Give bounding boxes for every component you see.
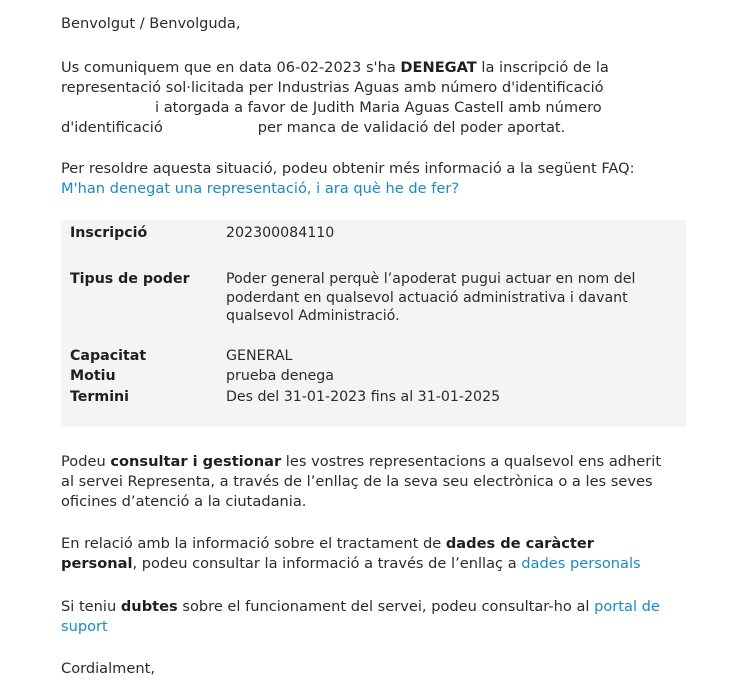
details-table	[61, 220, 686, 427]
support-text: sobre el funcionament del servei, podeu consultar-ho al	[177, 598, 595, 615]
faq-link[interactable]: M'han denegat una representació, i ara què he de fer?	[61, 180, 460, 197]
denial-line-4	[61, 118, 691, 138]
closing: Cordialment,	[61, 660, 155, 677]
termini-label: Termini	[70, 389, 130, 405]
support-portal-link[interactable]: portal de	[594, 598, 660, 615]
privacy-bold: personal	[61, 555, 133, 572]
manage-line-3: oficines d’atenció a la ciutadania.	[61, 493, 307, 510]
motiu-label: Motiu	[70, 368, 116, 384]
denial-text: per manca de validació del poder aportat.	[257, 119, 566, 136]
privacy-text: En relació amb la informació sobre el tractament de	[61, 535, 446, 552]
support-bold: dubtes	[120, 598, 178, 615]
capacitat-label: Capacitat	[70, 348, 147, 364]
faq-paragraph	[61, 159, 691, 199]
table-row	[70, 270, 680, 330]
denial-text: la inscripció de la	[476, 59, 609, 76]
faq-text: Per resoldre aquesta situació, podeu obtenir més informació a la següent FAQ:	[61, 160, 635, 177]
support-portal-link[interactable]: suport	[61, 618, 108, 635]
greeting: Benvolgut / Benvolguda,	[61, 15, 241, 32]
manage-line-2: al servei Representa, a través de l’enllaç de la seva seu electrònica o a les seves	[61, 473, 653, 490]
manage-text: Podeu	[61, 453, 111, 470]
manage-paragraph	[61, 452, 691, 512]
tipus-value-line: poderdant en qualsevol actuació administrativa i davant	[226, 289, 628, 306]
denial-text: d'identificació	[61, 119, 163, 136]
tipus-value-line: qualsevol Administració.	[226, 308, 400, 324]
privacy-text: , podeu consultar la informació a través de l’enllaç a	[132, 555, 522, 572]
inscripcio-label: Inscripció	[70, 225, 148, 241]
privacy-paragraph	[61, 534, 691, 574]
tipus-label: Tipus de poder	[70, 271, 190, 287]
denial-line-2: representació sol·licitada per Industrias Aguas amb número d'identificació	[61, 79, 604, 96]
denial-line-3: i atorgada a favor de Judith Maria Aguas Castell amb número	[155, 99, 602, 116]
denial-line-1	[61, 58, 691, 78]
motiu-value: prueba denega	[226, 368, 334, 384]
support-paragraph	[61, 597, 691, 637]
manage-text: les vostres representacions a qualsevol ens adherit	[281, 453, 662, 470]
inscripcio-value: 202300084110	[226, 225, 335, 241]
denial-text: Us comuniquem que en data 06-02-2023 s'ha	[61, 59, 401, 76]
tipus-value	[226, 270, 676, 326]
denial-paragraph	[61, 58, 691, 138]
privacy-bold: dades de caràcter	[445, 535, 594, 552]
termini-value: Des del 31-01-2023 fins al 31-01-2025	[226, 389, 501, 405]
personal-data-link[interactable]: dades personals	[521, 555, 641, 572]
status-denied: DENEGAT	[400, 59, 477, 76]
tipus-value-line: Poder general perquè l’apoderat pugui actuar en nom del	[226, 271, 636, 287]
manage-bold: consultar i gestionar	[110, 453, 282, 470]
support-text: Si teniu	[61, 598, 121, 615]
capacitat-value: GENERAL	[226, 348, 293, 364]
